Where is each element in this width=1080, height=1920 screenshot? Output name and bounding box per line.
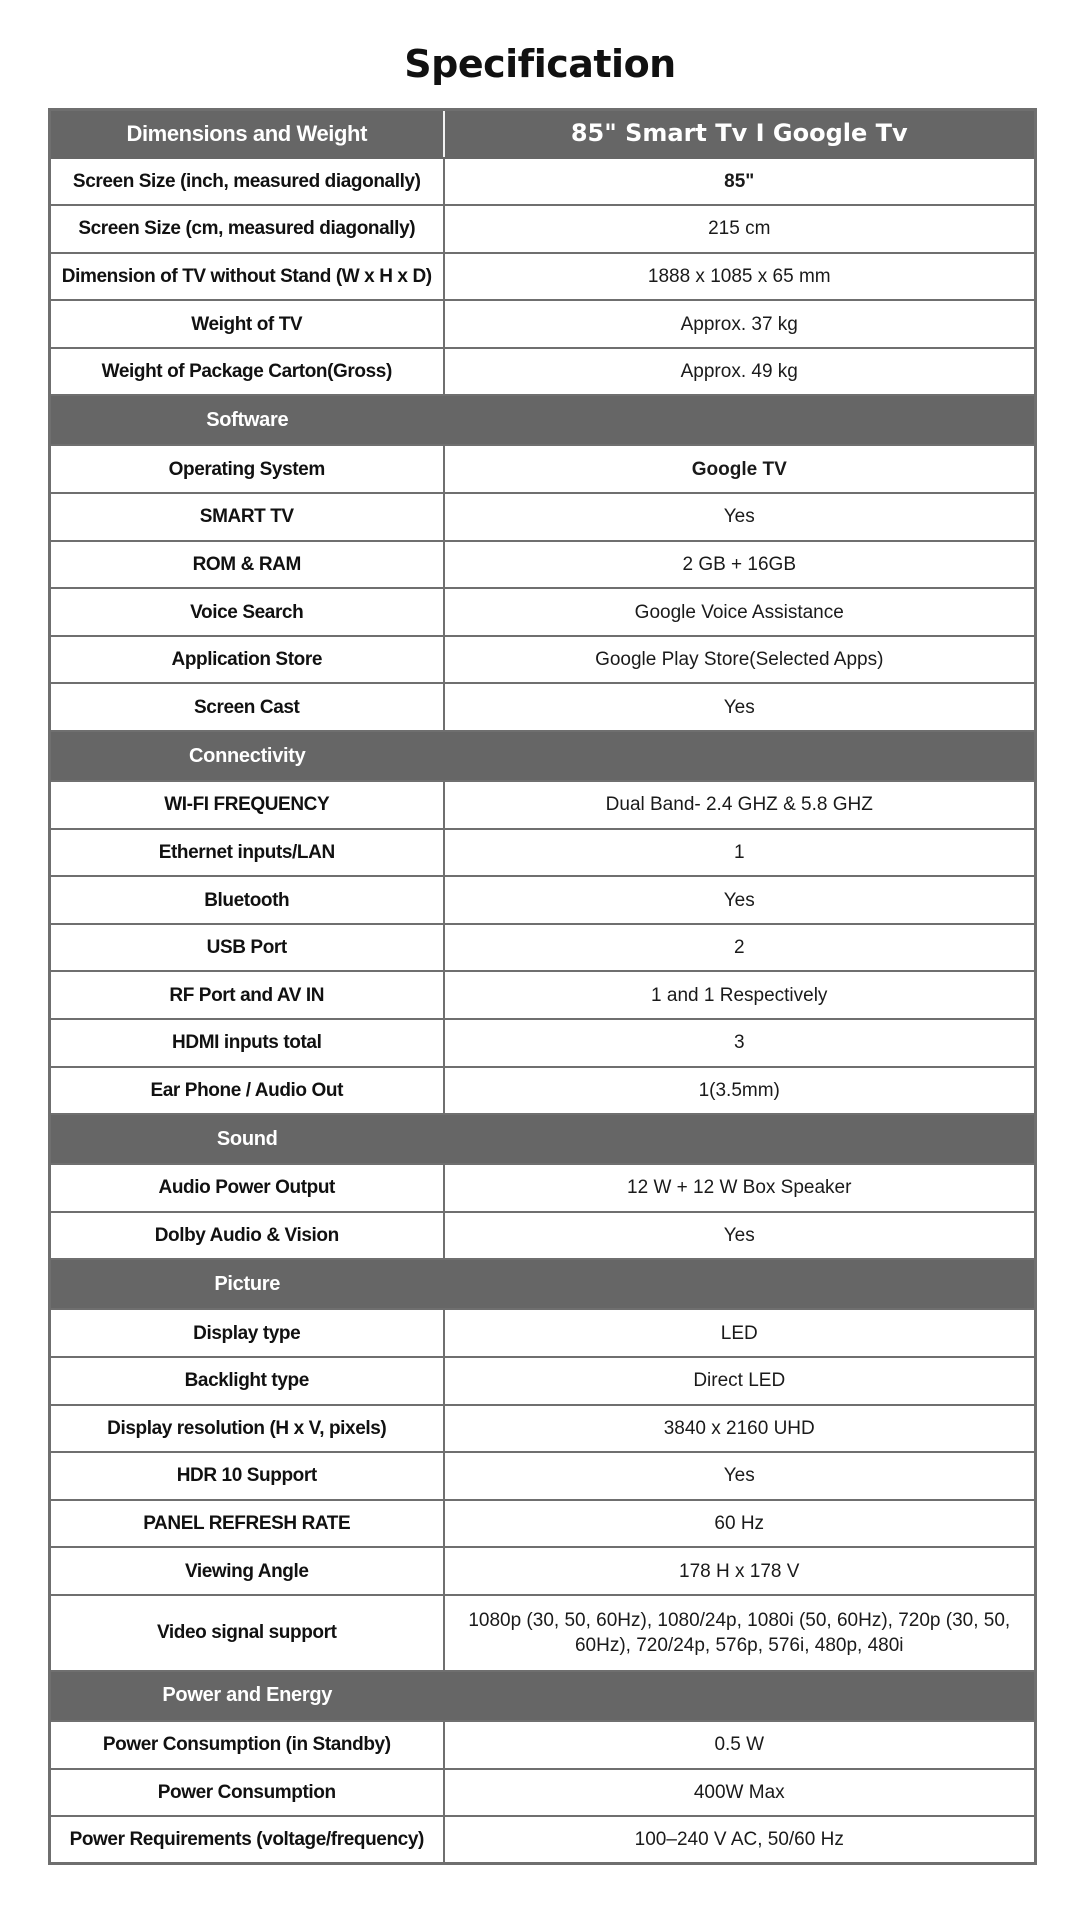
spec-label: Power Consumption (in Standby): [50, 1721, 444, 1769]
spec-row: [50, 1212, 1036, 1260]
spec-label: Application Store: [50, 636, 444, 684]
spec-value: LED: [444, 1309, 1036, 1357]
spec-row: [50, 829, 1036, 877]
spec-row: [50, 1309, 1036, 1357]
section-title: Connectivity: [50, 731, 444, 781]
section-header-row: [50, 1114, 1036, 1164]
spec-label: ROM & RAM: [50, 541, 444, 589]
spec-label: USB Port: [50, 924, 444, 972]
spec-row: [50, 924, 1036, 972]
spec-value: Yes: [444, 493, 1036, 541]
spec-table: [48, 108, 1037, 1865]
spec-row: [50, 541, 1036, 589]
spec-row: [50, 1067, 1036, 1115]
spec-label: PANEL REFRESH RATE: [50, 1500, 444, 1548]
spec-label: Screen Size (inch, measured diagonally): [50, 158, 444, 206]
section-title: Power and Energy: [50, 1671, 444, 1721]
spec-value: 1888 x 1085 x 65 mm: [444, 253, 1036, 301]
section-header-row: [50, 1671, 1036, 1721]
spec-value: 400W Max: [444, 1769, 1036, 1817]
spec-value: Yes: [444, 1452, 1036, 1500]
spec-row: [50, 1500, 1036, 1548]
spec-value: 12 W + 12 W Box Speaker: [444, 1164, 1036, 1212]
spec-value: Approx. 49 kg: [444, 348, 1036, 396]
spec-label: Weight of Package Carton(Gross): [50, 348, 444, 396]
spec-row: [50, 781, 1036, 829]
spec-value: 60 Hz: [444, 1500, 1036, 1548]
spec-label: Screen Size (cm, measured diagonally): [50, 205, 444, 253]
spec-value: 1: [444, 829, 1036, 877]
spec-row: [50, 1595, 1036, 1671]
spec-label: Power Consumption: [50, 1769, 444, 1817]
spec-label: Video signal support: [50, 1595, 444, 1671]
spec-label: Ethernet inputs/LAN: [50, 829, 444, 877]
spec-value: 2: [444, 924, 1036, 972]
spec-row: [50, 253, 1036, 301]
spec-value: Yes: [444, 1212, 1036, 1260]
spec-value: 1(3.5mm): [444, 1067, 1036, 1115]
spec-label: Bluetooth: [50, 876, 444, 924]
section-title: Picture: [50, 1259, 444, 1309]
spec-row: [50, 493, 1036, 541]
spec-value: 178 H x 178 V: [444, 1547, 1036, 1595]
spec-label: Display type: [50, 1309, 444, 1357]
spec-row: [50, 1721, 1036, 1769]
spec-label: SMART TV: [50, 493, 444, 541]
spec-table-body: [50, 110, 1036, 1864]
section-title: Software: [50, 395, 444, 445]
spec-row: [50, 1405, 1036, 1453]
section-header-spacer: [444, 1671, 1036, 1721]
spec-value: 85": [444, 158, 1036, 206]
spec-value: Google TV: [444, 445, 1036, 493]
section-header-spacer: [444, 1114, 1036, 1164]
spec-row: [50, 300, 1036, 348]
spec-label: Weight of TV: [50, 300, 444, 348]
spec-row: [50, 1019, 1036, 1067]
spec-label: Backlight type: [50, 1357, 444, 1405]
spec-value: 1 and 1 Respectively: [444, 971, 1036, 1019]
spec-row: [50, 588, 1036, 636]
table-header-row: [50, 110, 1036, 158]
spec-label: RF Port and AV IN: [50, 971, 444, 1019]
header-section-label: Dimensions and Weight: [50, 110, 444, 158]
spec-value: 3840 x 2160 UHD: [444, 1405, 1036, 1453]
section-header-row: [50, 731, 1036, 781]
spec-value: Yes: [444, 876, 1036, 924]
section-title: Sound: [50, 1114, 444, 1164]
spec-row: [50, 1816, 1036, 1864]
spec-label: Screen Cast: [50, 683, 444, 731]
spec-row: [50, 876, 1036, 924]
spec-label: HDMI inputs total: [50, 1019, 444, 1067]
spec-row: [50, 348, 1036, 396]
spec-value: Yes: [444, 683, 1036, 731]
spec-value: Direct LED: [444, 1357, 1036, 1405]
spec-label: Display resolution (H x V, pixels): [50, 1405, 444, 1453]
section-header-row: [50, 395, 1036, 445]
spec-label: Operating System: [50, 445, 444, 493]
spec-row: [50, 205, 1036, 253]
spec-value: Dual Band- 2.4 GHZ & 5.8 GHZ: [444, 781, 1036, 829]
spec-row: [50, 971, 1036, 1019]
section-header-spacer: [444, 1259, 1036, 1309]
spec-value: 0.5 W: [444, 1721, 1036, 1769]
spec-value: Google Voice Assistance: [444, 588, 1036, 636]
spec-row: [50, 683, 1036, 731]
spec-value: Google Play Store(Selected Apps): [444, 636, 1036, 684]
spec-row: [50, 1769, 1036, 1817]
spec-label: Dolby Audio & Vision: [50, 1212, 444, 1260]
spec-value: 100–240 V AC, 50/60 Hz: [444, 1816, 1036, 1864]
section-header-spacer: [444, 731, 1036, 781]
spec-label: Ear Phone / Audio Out: [50, 1067, 444, 1115]
spec-value: 2 GB + 16GB: [444, 541, 1036, 589]
spec-row: [50, 1547, 1036, 1595]
spec-row: [50, 158, 1036, 206]
spec-row: [50, 636, 1036, 684]
spec-label: Voice Search: [50, 588, 444, 636]
page-title: Specification: [404, 42, 676, 86]
section-header-row: [50, 1259, 1036, 1309]
spec-row: [50, 445, 1036, 493]
spec-value: 3: [444, 1019, 1036, 1067]
section-header-spacer: [444, 395, 1036, 445]
spec-label: Power Requirements (voltage/frequency): [50, 1816, 444, 1864]
spec-label: HDR 10 Support: [50, 1452, 444, 1500]
header-product-name: 85" Smart Tv I Google Tv: [444, 110, 1036, 158]
spec-value: 1080p (30, 50, 60Hz), 1080/24p, 1080i (50, 60Hz), 720p (30, 50, 60Hz), 720/24p, 576p, 576i, 480p, 480i: [444, 1595, 1036, 1671]
spec-row: [50, 1357, 1036, 1405]
spec-value: Approx. 37 kg: [444, 300, 1036, 348]
spec-row: [50, 1164, 1036, 1212]
spec-label: Dimension of TV without Stand (W x H x D): [50, 253, 444, 301]
spec-label: Viewing Angle: [50, 1547, 444, 1595]
spec-value: 215 cm: [444, 205, 1036, 253]
spec-row: [50, 1452, 1036, 1500]
spec-label: WI-FI FREQUENCY: [50, 781, 444, 829]
spec-label: Audio Power Output: [50, 1164, 444, 1212]
